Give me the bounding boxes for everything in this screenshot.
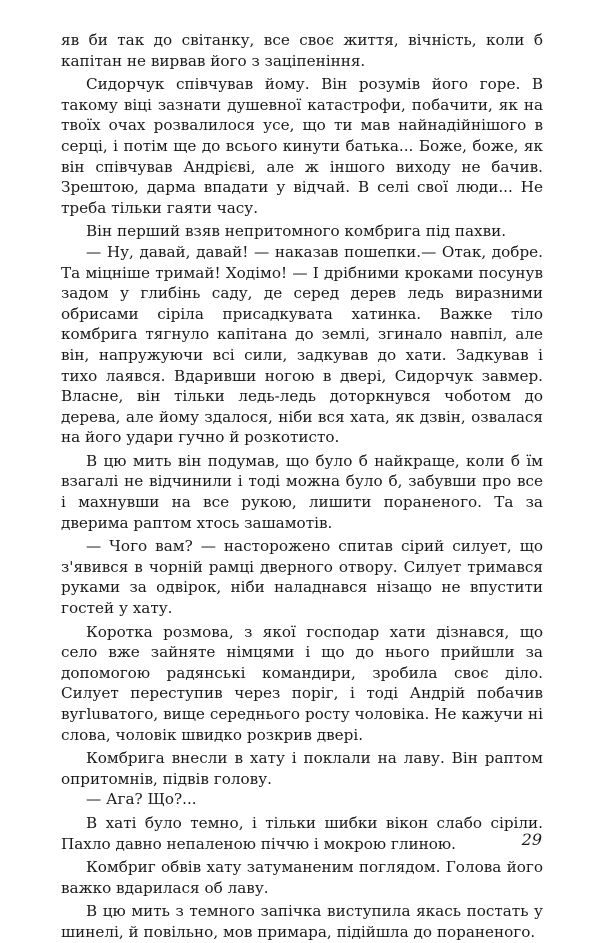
paragraph-4: — Ну, давай, давай! — наказав пошепки.— Отак, добре. Та міцніше тримай! Ходімо! — І дрібними кроками посунув задом у глибінь саду, де серед дерев ледь виразними обрисами сіріла присадкувата хатинка. Важке тіло комбрига тягнуло капітана до землі, згинало навпіл, але він, напружуючи всі сили, задкував до хати. Задкував і тихо лаявся. Вдаривши ногою в двері, Сидорчук завмер. Власне, він тільки ледь-ледь доторкнувся чоботом до дерева, але йому здалося, ніби вся хата, як дзвін, озвалася на його удари гучно й розкотисто.: [61, 242, 543, 447]
paragraph-9: — Ага? Що?...: [86, 790, 197, 809]
paragraph-6: — Чого вам? — насторожено спитав сірий силует, що з'явився в чорній рамці дверного отвору. Силует тримався руками за одвірок, ніби наладнався нізащо не впустити гостей у хату.: [61, 537, 543, 618]
paragraph-3: Він перший взяв непритомного комбрига під пахви.: [86, 222, 507, 241]
paragraph-7: Коротка розмова, з якої господар хати дізнався, що село вже зайняте німцями і що до нього прийшли за допомогою радянські командири, зробила своє діло. Силует переступив через поріг, і тоді Андрій побачив вугluватого, вище середнього росту чоловіка. Не кажучи ні слова, чоловік швидко розкрив двері.: [61, 622, 543, 744]
page-number: 29: [521, 830, 542, 849]
paragraph-2: Сидорчук співчував йому. Він розумів його горе. В такому віці зазнати душевної катастрофи, побачити, як на твоїх очах розвалилося усе, що ти мав найнадійнішого в серці, і потім ще до всього кинути батька... Боже, боже, як він співчував Андрієві, але ж іншого виходу не бачив. Зрештою, дарма впадати у відчай. В селі свої люди... Не треба тільки гаяти часу.: [61, 75, 543, 217]
paragraph-1: яв би так до світанку, все своє життя, вічність, коли б капітан не вирвав його з заціпеніння.: [61, 31, 543, 70]
page-body: [61, 30, 543, 943]
paragraph-11: Комбриг обвів хату затуманеним поглядом. Голова його важко вдарилася об лаву.: [61, 858, 543, 897]
paragraph-8: Комбрига внесли в хату і поклали на лаву. Він раптом опритомнів, підвів голову.: [61, 749, 543, 788]
paragraph-10: В хаті було темно, і тільки шибки вікон слабо сіріли. Пахло давно непаленою піччю і мокрою глиною.: [61, 813, 543, 853]
paragraph-5: В цю мить він подумав, що було б найкраще, коли б їм взагалі не відчинили і тоді можна було б, забувши про все і махнувши на все рукою, лишити пораненого. Та за дверима раптом хтось зашамотів.: [61, 451, 543, 532]
paragraph-12: В цю мить з темного запічка виступила якась постать у шинелі, й повільно, мов примара, підійшла до пораненого.: [61, 902, 543, 941]
